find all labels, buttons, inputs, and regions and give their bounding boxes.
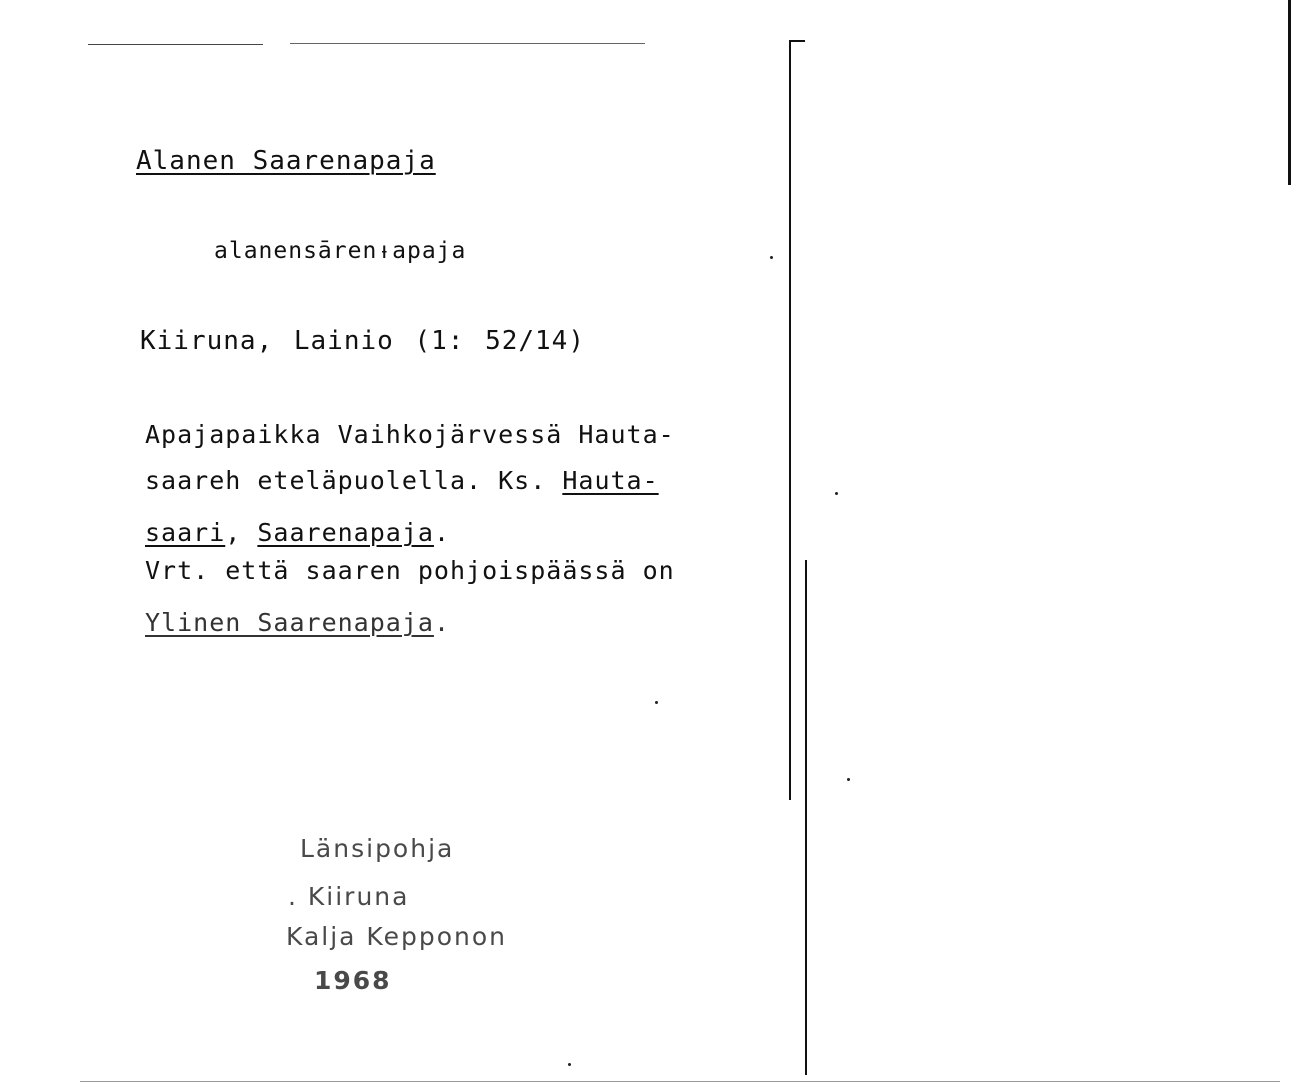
top-edge-line-2: [290, 43, 645, 44]
separator-text: ,: [225, 518, 258, 547]
stamp-collector: Kalja Kepponon: [286, 922, 507, 951]
phonetic-transcription: alanensārenᵼapaja: [214, 238, 467, 264]
speck: [568, 1063, 571, 1066]
body-line-3: [145, 518, 450, 547]
period-text: .: [433, 608, 450, 637]
top-edge-line: [88, 44, 263, 45]
crossref-hautasaari-part1: Hauta-: [562, 466, 659, 495]
crossref-saarenapaja: Saarenapaja: [257, 518, 434, 547]
right-edge-line: [1288, 0, 1291, 185]
divider-top-tick: [789, 40, 805, 42]
location-reference: Kiiruna, Lainio (1: 52/14): [140, 326, 585, 356]
body-line-5: [145, 608, 450, 637]
stamp-year: 1968: [314, 966, 392, 995]
body-line-4: Vrt. että saaren pohjoispäässä on: [145, 556, 675, 585]
card-divider-line-lower: [805, 560, 807, 1075]
card-divider-line: [789, 40, 791, 800]
card-title: Alanen Saarenapaja: [136, 146, 436, 176]
crossref-hautasaari-part2: saari: [145, 518, 226, 547]
period-text: .: [433, 518, 451, 547]
body-line-1: Apajapaikka Vaihkojärvessä Hauta-: [145, 420, 675, 449]
stamp-municipality: . Kiiruna: [288, 882, 410, 911]
speck: [770, 256, 773, 259]
body-line-2-text: saareh eteläpuolella. Ks.: [145, 466, 563, 495]
speck: [835, 492, 838, 495]
stamp-region: Länsipohja: [300, 834, 455, 863]
speck: [847, 778, 850, 781]
crossref-ylinen-saarenapaja: Ylinen Saarenapaja: [145, 608, 434, 637]
bottom-edge-line: [80, 1081, 1280, 1082]
body-line-2: [145, 466, 659, 495]
speck: [655, 701, 658, 704]
